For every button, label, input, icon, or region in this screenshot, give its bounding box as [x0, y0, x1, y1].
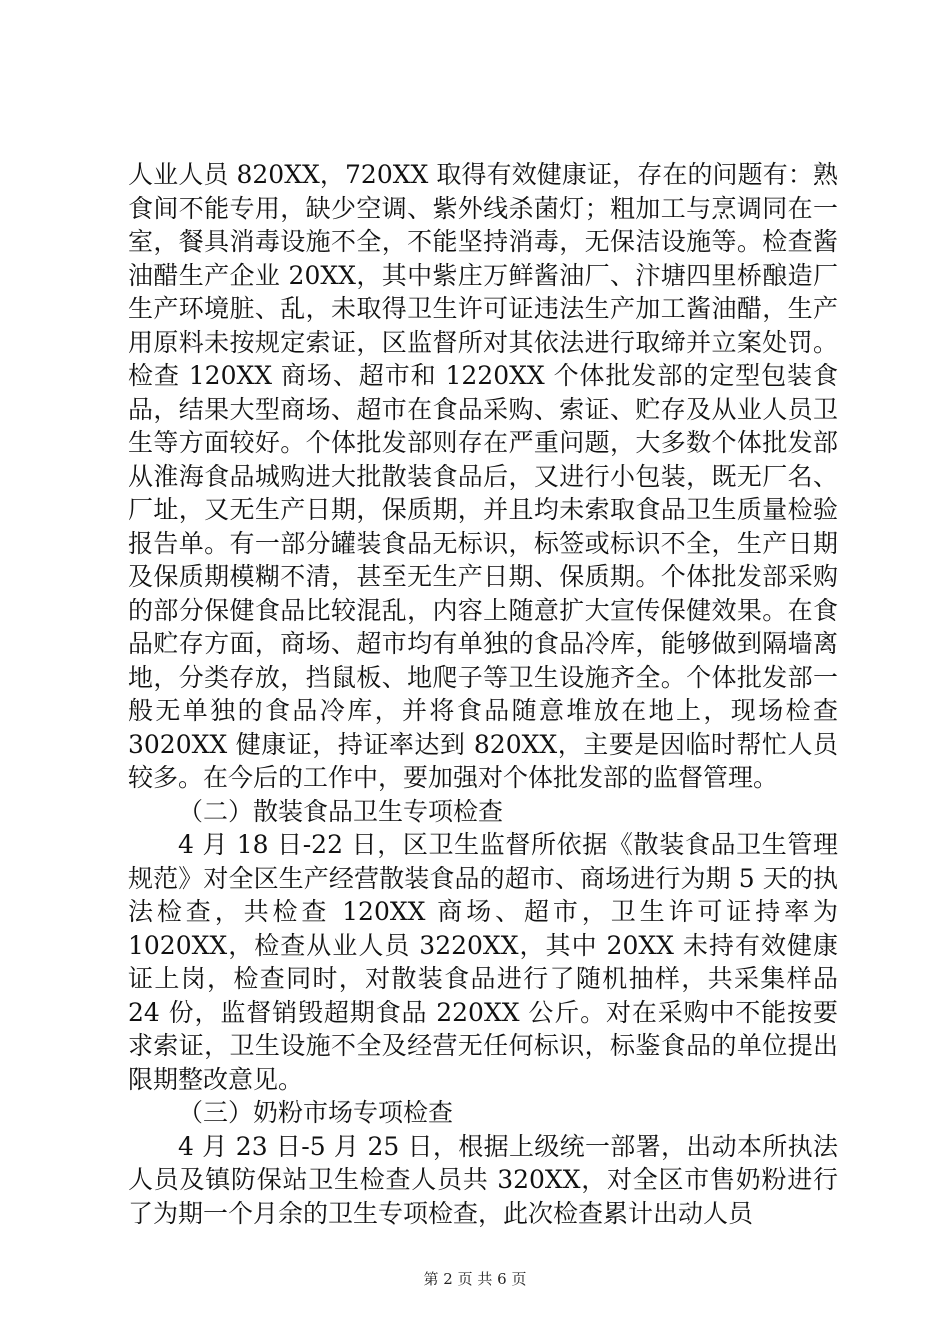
section-heading-milk-powder: （三）奶粉市场专项检查	[178, 1098, 454, 1127]
paragraph-bulk-food-inspection: 4 月 18 日-22 日，区卫生监督所依据《散装食品卫生管理规范》对全区生产经营散装食品的超市、商场进行为期 5 天的执法检查，共检查 120XX 商场、超市，卫生许可证持率为 1020XX，检查从业人员 3220XX，其中 20XX 未持有效健康证上岗，检查同时，对散装食品进行了随机抽样，共采集样品 24 份，监督销毁超期食品 220XX 公斤。对在采购中不能按要求索证，卫生设施不全及经营无任何标识，标鉴食品的单位提出限期整改意见。	[128, 830, 838, 1094]
section-heading-bulk-food: （二）散装食品卫生专项检查	[178, 796, 504, 826]
page-number-footer: 第 2 页 共 6 页	[423, 1270, 527, 1288]
document-body	[128, 158, 838, 1230]
paragraph-milk-powder-inspection: 4 月 23 日-5 月 25 日，根据上级统一部署，出动本所执法人员及镇防保站卫生检查人员共 320XX，对全区市售奶粉进行了为期一个月余的卫生专项检查，此次检查累计出动人员	[128, 1131, 838, 1228]
paragraph-continuation: 人业人员 820XX，720XX 取得有效健康证，存在的问题有：熟食间不能专用，缺少空调、紫外线杀菌灯；粗加工与烹调同在一室，餐具消毒设施不全，不能坚持消毒，无保洁设施等。检查酱油醋生产企业 20XX，其中紫庄万鲜酱油厂、汴塘四里桥酿造厂生产环境脏、乱，未取得卫生许可证违法生产加工酱油醋，生产用原料未按规定索证，区监督所对其依法进行取缔并立案处罚。检查 120XX 商场、超市和 1220XX 个体批发部的定型包装食品，结果大型商场、超市在食品采购、索证、贮存及从业人员卫生等方面较好。个体批发部则存在严重问题，大多数个体批发部从淮海食品城购进大批散装食品后，又进行小包装，既无厂名、厂址，又无生产日期，保质期，并且均未索取食品卫生质量检验报告单。有一部分罐装食品无标识，标签或标识不全，生产日期及保质期模糊不清，甚至无生产日期、保质期。个体批发部采购的部分保健食品比较混乱，内容上随意扩大宣传保健效果。在食品贮存方面，商场、超市均有单独的食品冷库，能够做到隔墙离地，分类存放，挡鼠板、地爬子等卫生设施齐全。个体批发部一般无单独的食品冷库，并将食品随意堆放在地上，现场检查 3020XX 健康证，持证率达到 820XX，主要是因临时帮忙人员较多。在今后的工作中，要加强对个体批发部的监督管理。	[128, 160, 838, 792]
